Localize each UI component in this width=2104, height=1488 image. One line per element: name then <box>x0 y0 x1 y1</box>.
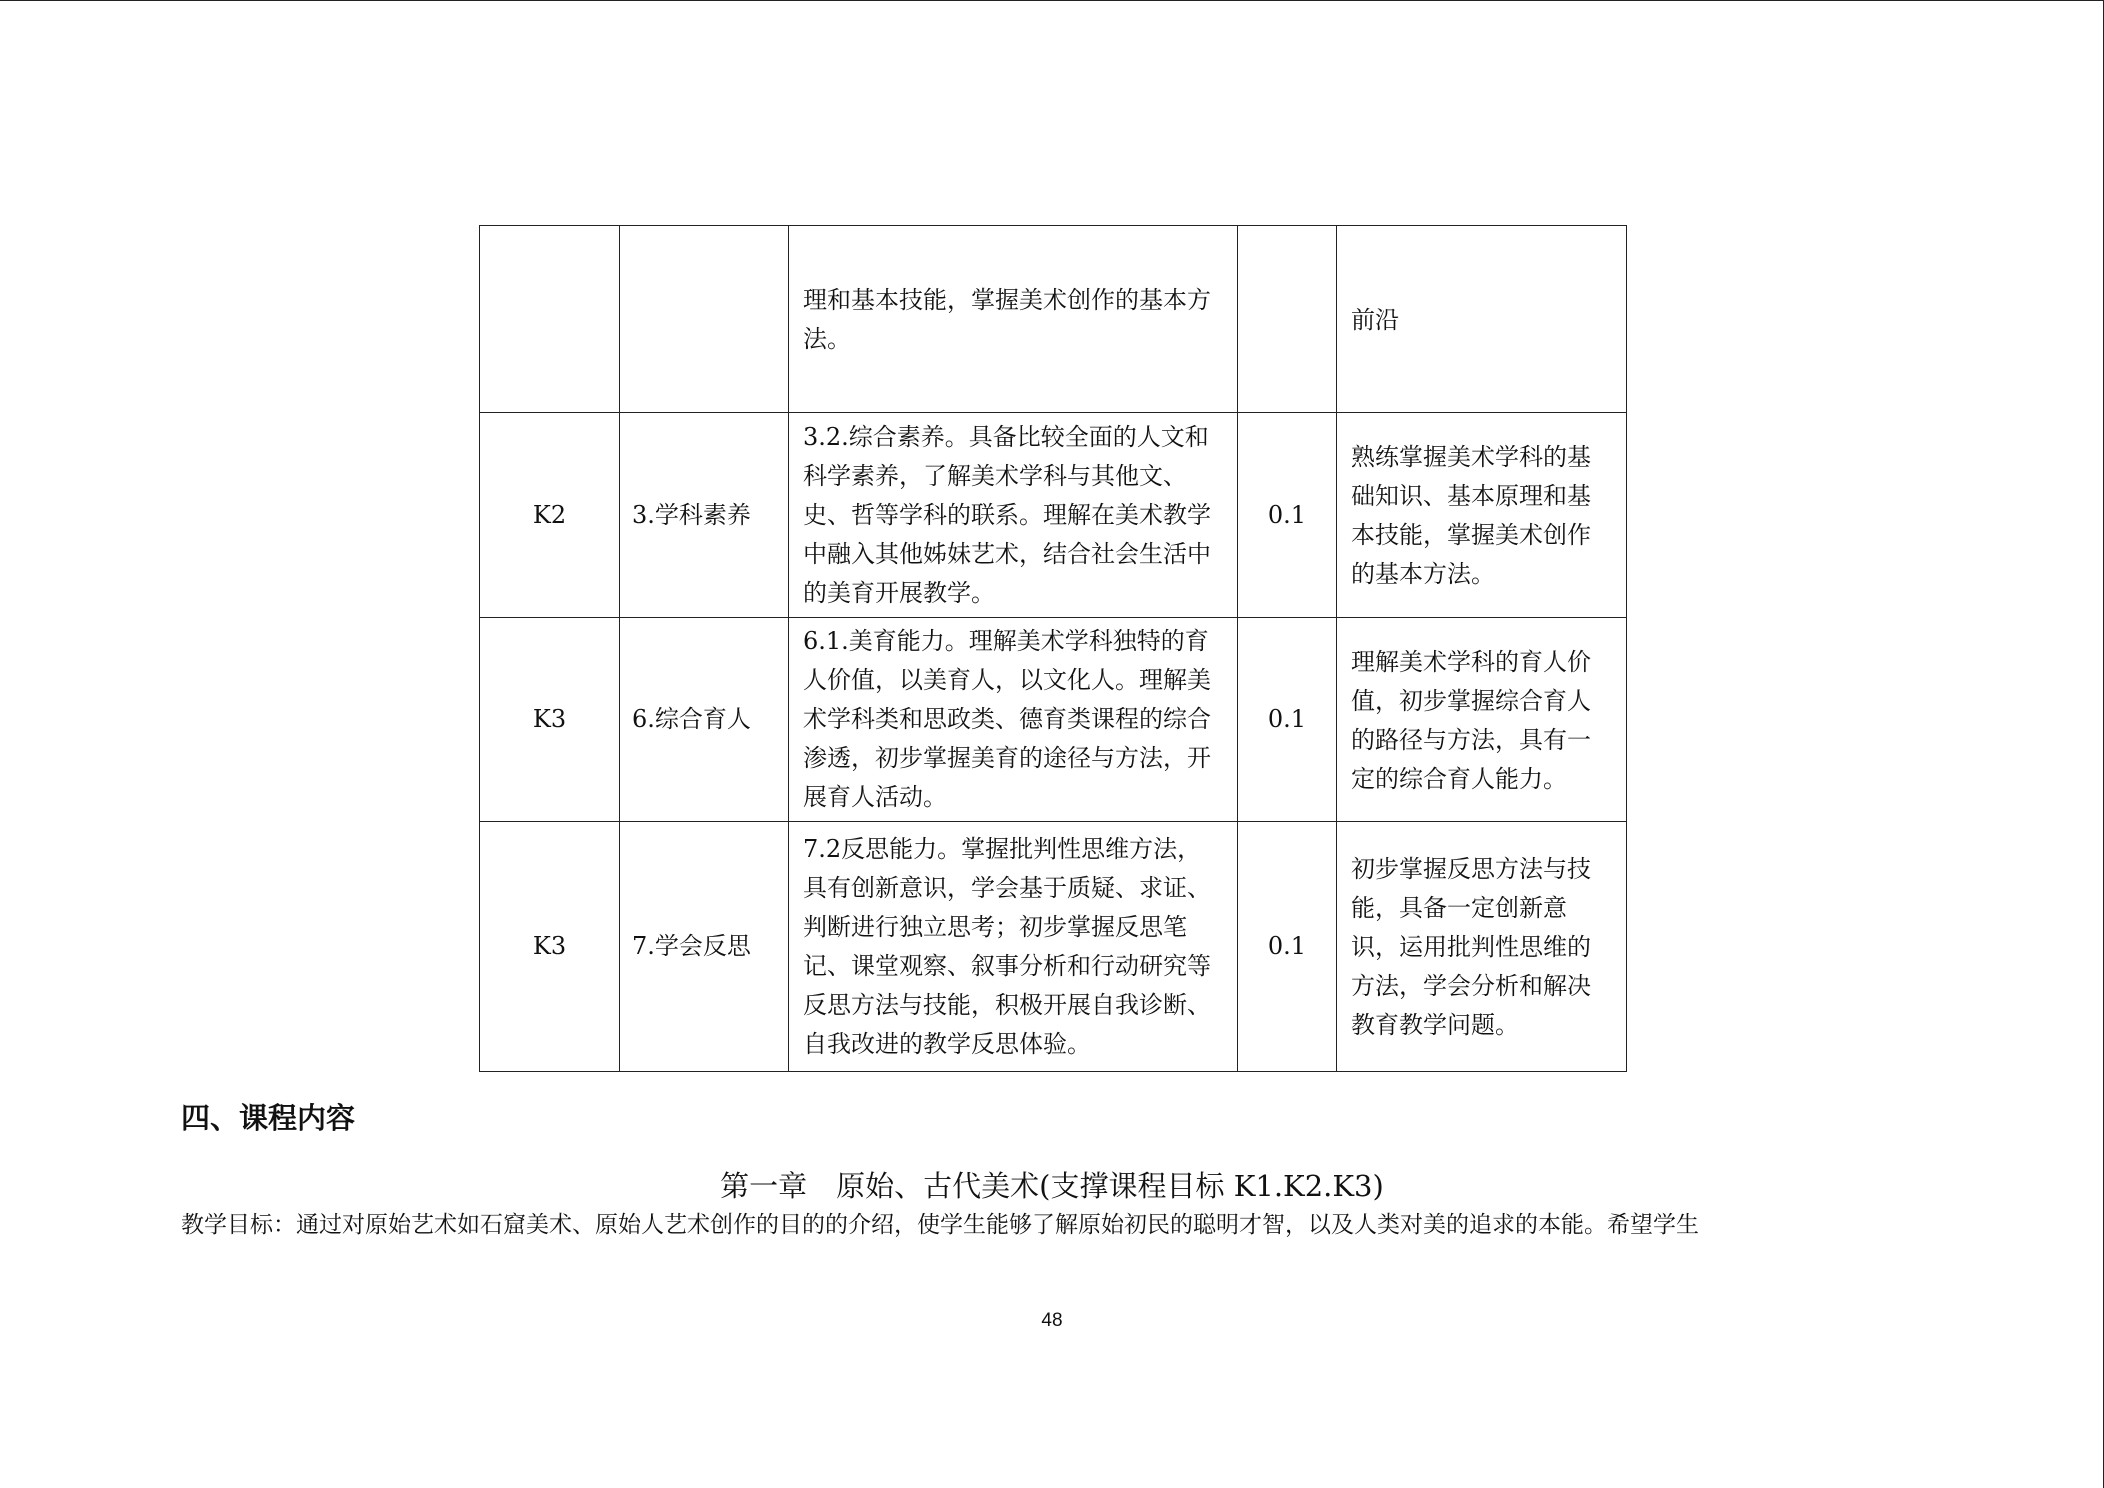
graduation-requirement-cell: 6.综合育人 <box>620 618 789 822</box>
course-code-cell: K3 <box>480 822 620 1072</box>
teaching-goal-paragraph: 教学目标：通过对原始艺术如石窟美术、原始人艺术创作的目的的介绍，使学生能够了解原始初民的聪明才智，以及人类对美的追求的本能。希望学生 <box>181 1212 1699 1238</box>
course-goal-cell: 理解美术学科的育人价值，初步掌握综合育人的路径与方法，具有一定的综合育人能力。 <box>1337 618 1627 822</box>
course-goal-cell: 初步掌握反思方法与技能，具备一定创新意识，运用批判性思维的方法，学会分析和解决教育教学问题。 <box>1337 822 1627 1072</box>
weight-cell: 0.1 <box>1238 822 1337 1072</box>
course-goal-cell: 熟练掌握美术学科的基础知识、基本原理和基本技能，掌握美术创作的基本方法。 <box>1337 413 1627 618</box>
table-row <box>480 822 1627 1072</box>
weight-cell: 0.1 <box>1238 413 1337 618</box>
indicator-cell: 6.1.美育能力。理解美术学科独特的育人价值，以美育人，以文化人。理解美术学科类和思政类、德育类课程的综合渗透，初步掌握美育的途径与方法，开展育人活动。 <box>789 618 1238 822</box>
indicator-cell: 7.2反思能力。掌握批判性思维方法，具有创新意识，学会基于质疑、求证、判断进行独立思考；初步掌握反思笔记、课堂观察、叙事分析和行动研究等反思方法与技能，积极开展自我诊断、自我改进的教学反思体验。 <box>789 822 1238 1072</box>
course-code-cell <box>480 226 620 413</box>
table-row <box>480 226 1627 413</box>
section-heading: 四、课程内容 <box>181 1101 356 1135</box>
page-number: 48 <box>1041 1310 1063 1331</box>
graduation-requirement-cell: 7.学会反思 <box>620 822 789 1072</box>
table-row <box>480 413 1627 618</box>
course-goal-cell: 前沿 <box>1337 226 1627 413</box>
weight-cell <box>1238 226 1337 413</box>
course-code-cell: K2 <box>480 413 620 618</box>
page-border-top <box>0 0 2104 1</box>
course-objectives-table <box>479 225 1627 1072</box>
graduation-requirement-cell: 3.学科素养 <box>620 413 789 618</box>
indicator-cell: 理和基本技能，掌握美术创作的基本方法。 <box>789 226 1238 413</box>
graduation-requirement-cell <box>620 226 789 413</box>
course-code-cell: K3 <box>480 618 620 822</box>
chapter-title: 第一章 原始、古代美术(支撑课程目标 K1.K2.K3) <box>720 1169 1384 1203</box>
indicator-cell: 3.2.综合素养。具备比较全面的人文和科学素养，了解美术学科与其他文、史、哲等学科的联系。理解在美术教学中融入其他姊妹艺术，结合社会生活中的美育开展教学。 <box>789 413 1238 618</box>
table-row <box>480 618 1627 822</box>
weight-cell: 0.1 <box>1238 618 1337 822</box>
